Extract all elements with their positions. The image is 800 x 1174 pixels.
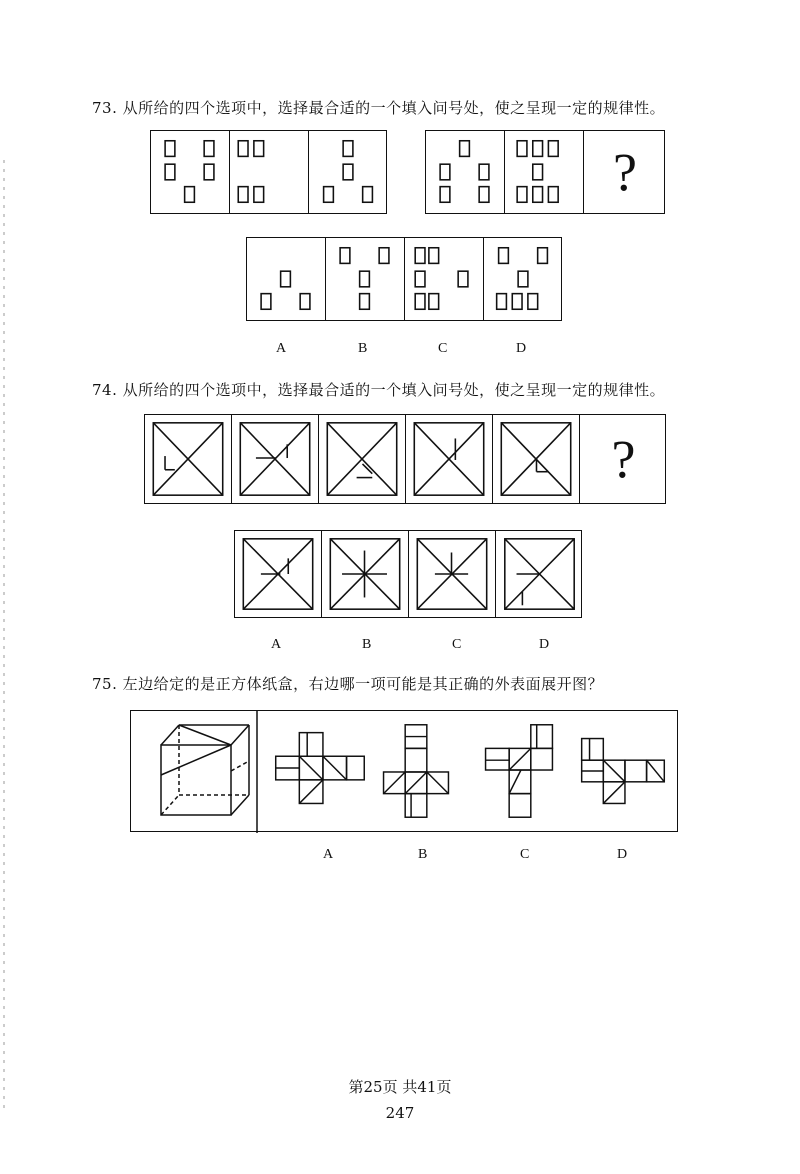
question-text: 从所给的四个选项中，选择最合适的一个填入问号处，使之呈现一定的规律性。 [122,99,666,117]
scan-edge [3,160,5,1110]
q73-option-b-label[interactable]: B [358,341,368,356]
q74-figure-1 [145,415,232,503]
page-info: 第25页 共41页 [348,1078,452,1096]
q74-option-a-figure[interactable] [235,531,322,617]
q74-figure-2 [232,415,319,503]
q75-option-b-label[interactable]: B [418,847,428,862]
question-text: 从所给的四个选项中，选择最合适的一个填入问号处，使之呈现一定的规律性。 [122,381,666,399]
q73-option-b-figure[interactable] [326,238,405,320]
q75-option-c-figure[interactable] [479,711,559,831]
q73-sequence-group-1 [150,130,387,214]
q74-figure-3 [319,415,406,503]
question-number: 75. [92,675,118,693]
question-73 [92,97,665,118]
q73-options-strip [246,237,562,321]
q73-option-c-figure[interactable] [405,238,484,320]
q73-option-a-label[interactable]: A [276,341,287,356]
q75-option-b-figure[interactable] [381,711,451,831]
q74-option-b-label[interactable]: B [362,637,372,652]
q73-figure-2 [230,131,309,213]
q73-figure-3 [309,131,388,213]
question-number: 73. [92,99,118,117]
q73-figure-1 [151,131,230,213]
q75-option-d-label[interactable]: D [617,847,628,862]
q75-option-c-label[interactable]: C [520,847,530,862]
q73-option-d-label[interactable]: D [516,341,527,356]
q74-figure-4 [406,415,493,503]
question-text: 左边给定的是正方体纸盒，右边哪一项可能是其正确的外表面展开图？ [122,675,604,693]
q75-option-d-figure[interactable] [577,711,667,831]
q73-question-cell [584,131,666,213]
page-number: 247 [385,1104,415,1122]
q75-option-a-label[interactable]: A [323,847,334,862]
q73-figure-4 [426,131,505,213]
q75-option-a-figure[interactable] [271,711,367,831]
q73-option-c-label[interactable]: C [438,341,448,356]
q74-option-c-label[interactable]: C [452,637,462,652]
q73-option-d-figure[interactable] [484,238,563,320]
q73-option-a-figure[interactable] [247,238,326,320]
q74-option-a-label[interactable]: A [271,637,282,652]
q74-option-d-label[interactable]: D [539,637,550,652]
q75-figure-frame [130,710,678,832]
q74-option-b-figure[interactable] [322,531,409,617]
q73-sequence-group-2 [425,130,665,214]
q74-option-c-figure[interactable] [409,531,496,617]
q74-figure-5 [493,415,580,503]
question-75 [92,673,603,694]
q74-option-d-figure[interactable] [496,531,583,617]
q73-figure-5 [505,131,584,213]
question-mark: ? [613,142,637,202]
q74-question-cell [580,415,667,503]
question-74 [92,379,665,400]
q74-sequence-strip [144,414,666,504]
q75-cube-figure [161,725,249,815]
question-number: 74. [92,381,118,399]
question-mark: ? [611,429,636,489]
q74-options-strip [234,530,582,618]
